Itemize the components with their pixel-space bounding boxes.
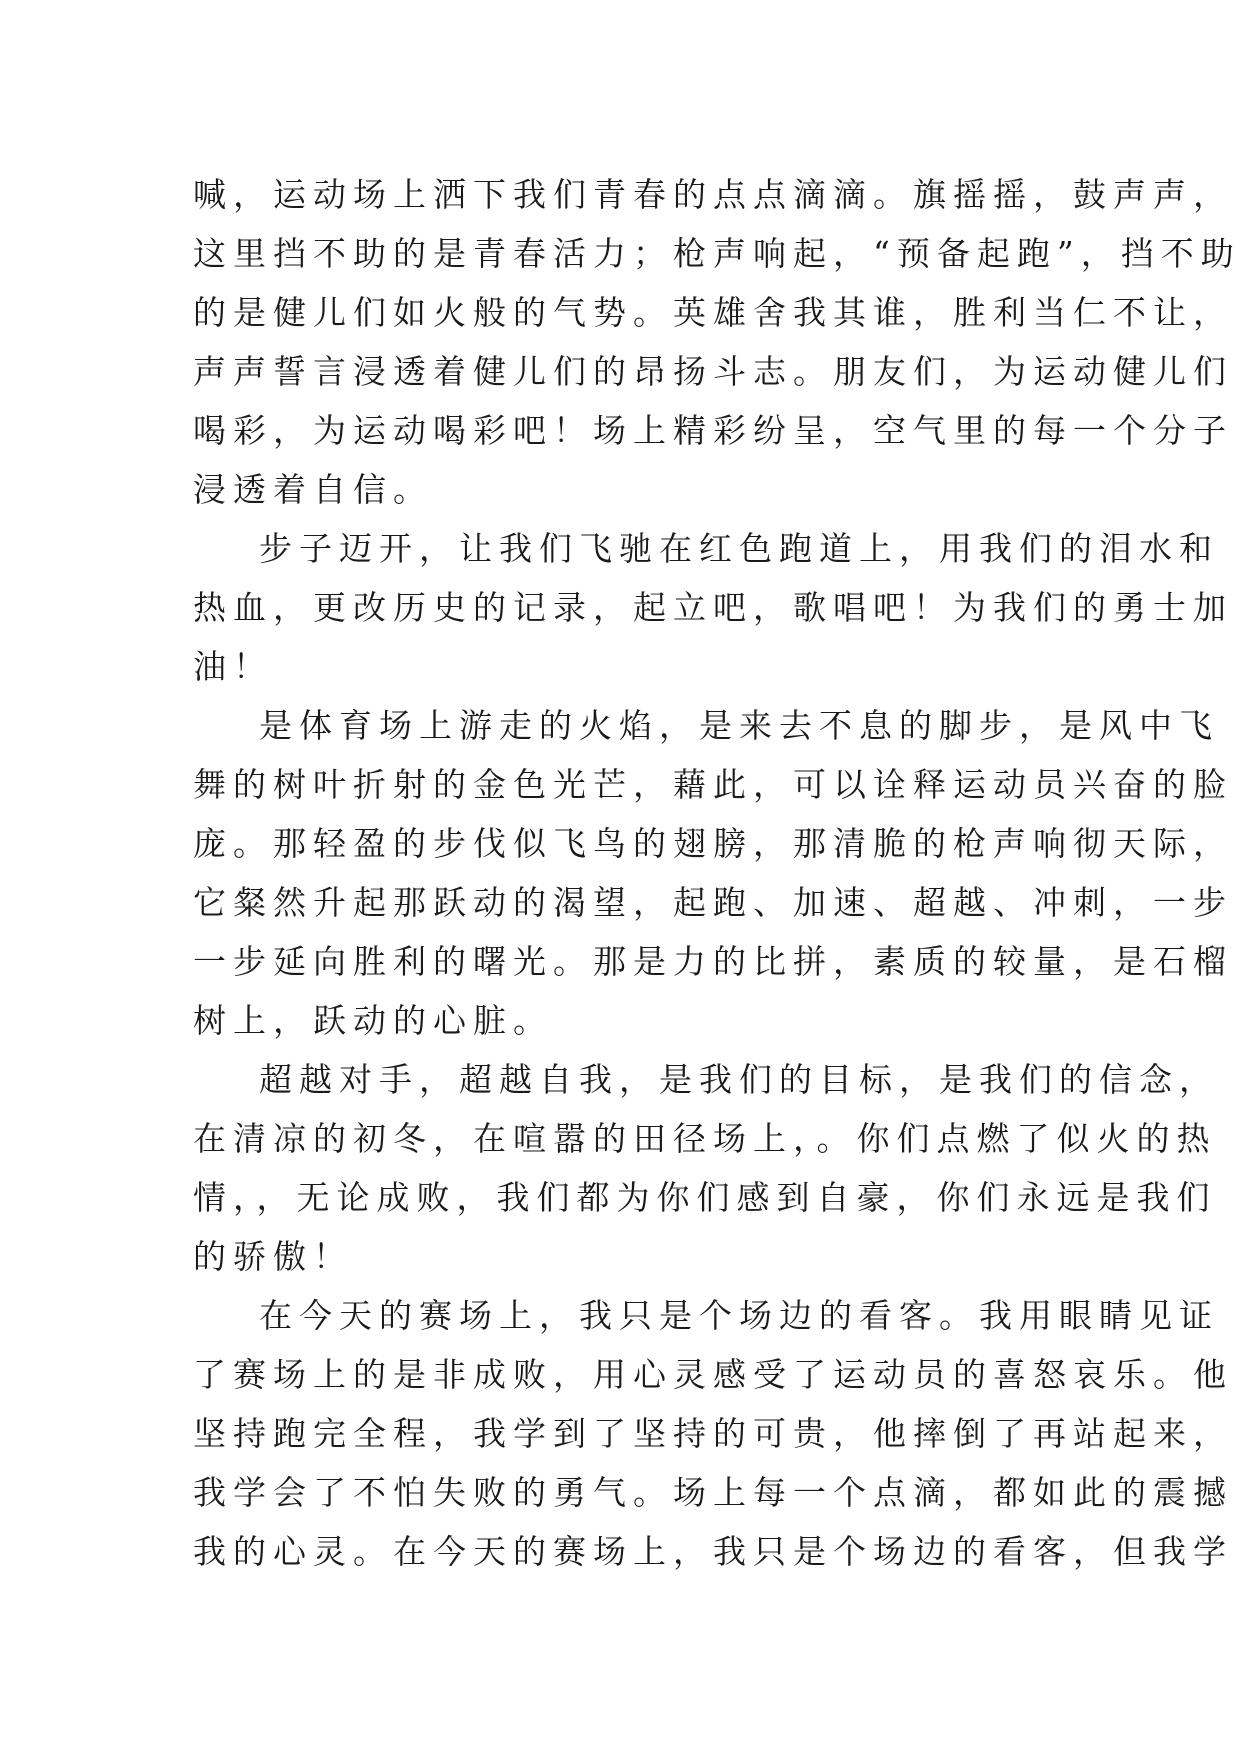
text-line: 树上，跃动的心脏。: [193, 1001, 553, 1040]
text-line: 舞的树叶折射的金色光芒，藉此，可以诠释运动员兴奋的脸: [193, 765, 1233, 804]
paragraph: [193, 1286, 1233, 1581]
text-line: 庞。那轻盈的步伐似飞鸟的翅膀，那清脆的枪声响彻天际，: [193, 824, 1233, 863]
text-line: 它粲然升起那跃动的渴望，起跑、加速、超越、冲刺，一步: [193, 883, 1233, 922]
paragraph: [193, 519, 1233, 696]
text-line: 坚持跑完全程，我学到了坚持的可贵，他摔倒了再站起来，: [193, 1414, 1233, 1453]
paragraph: [193, 1050, 1219, 1286]
text-line: 油！: [193, 647, 273, 686]
text-line: 我的心灵。在今天的赛场上，我只是个场边的看客，但我学: [193, 1532, 1233, 1571]
text-line: 步子迈开，让我们飞驰在红色跑道上，用我们的泪水和: [259, 529, 1219, 568]
text-line: 热血，更改历史的记录，起立吧，歌唱吧！为我们的勇士加: [193, 588, 1233, 627]
text-line: 喝彩，为运动喝彩吧！场上精彩纷呈，空气里的每一个分子: [193, 411, 1233, 450]
paragraph: [193, 165, 1241, 519]
document-body: [193, 165, 1241, 1581]
text-line: 在清凉的初冬，在喧嚣的田径场上，。你们点燃了似火的热: [193, 1119, 1217, 1158]
text-line: 超越对手，超越自我，是我们的目标，是我们的信念，: [259, 1060, 1219, 1099]
text-line: 情，，无论成败，我们都为你们感到自豪，你们永远是我们: [193, 1178, 1217, 1217]
text-line: 是体育场上游走的火焰，是来去不息的脚步，是风中飞: [259, 706, 1219, 745]
text-line: 声声誓言浸透着健儿们的昂扬斗志。朋友们，为运动健儿们: [193, 352, 1233, 391]
text-line: 我学会了不怕失败的勇气。场上每一个点滴，都如此的震撼: [193, 1473, 1233, 1512]
text-line: 浸透着自信。: [193, 470, 433, 509]
text-line: 这里挡不助的是青春活力；枪声响起，“预备起跑”，挡不助: [193, 234, 1241, 273]
paragraph: [193, 696, 1233, 1050]
text-line: 的是健儿们如火般的气势。英雄舍我其谁，胜利当仁不让，: [193, 293, 1233, 332]
text-line: 了赛场上的是非成败，用心灵感受了运动员的喜怒哀乐。他: [193, 1355, 1233, 1394]
text-line: 在今天的赛场上，我只是个场边的看客。我用眼睛见证: [259, 1296, 1219, 1335]
text-line: 一步延向胜利的曙光。那是力的比拼，素质的较量，是石榴: [193, 942, 1233, 981]
text-line: 的骄傲！: [193, 1237, 353, 1276]
text-line: 喊，运动场上洒下我们青春的点点滴滴。旗摇摇，鼓声声，: [193, 175, 1233, 214]
